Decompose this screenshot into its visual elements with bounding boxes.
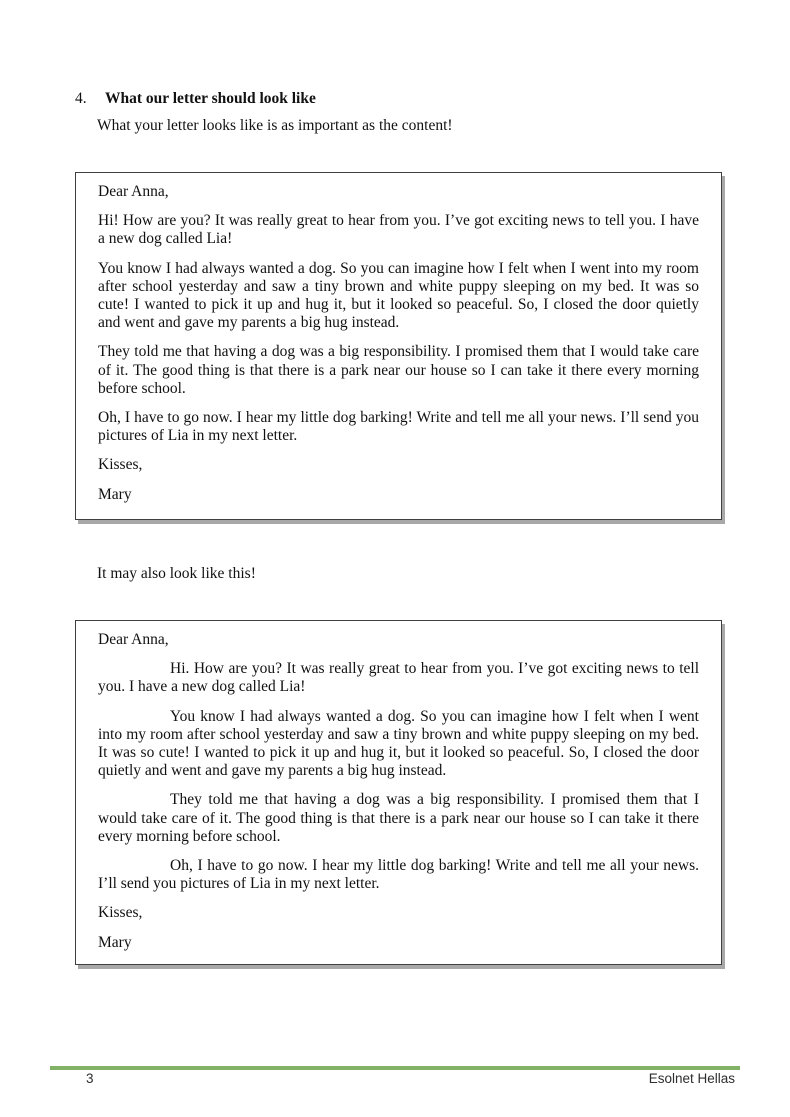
footer-brand: Esolnet Hellas [648, 1071, 735, 1086]
letter2-closing: Kisses, [98, 904, 143, 922]
letter1-paragraph: Hi! How are you? It was really great to hear from you. I’ve got exciting news to tell you. I have a new dog called Lia! [98, 212, 699, 248]
letter2-signature: Mary [98, 933, 132, 951]
section-heading [75, 90, 316, 108]
intro-text: What your letter looks like is as important as the content! [97, 117, 453, 134]
letter2-salutation: Dear Anna, [98, 631, 169, 648]
letter1-paragraph: You know I had always wanted a dog. So you can imagine how I felt when I went into my room after school yesterday and saw a tiny brown and white puppy sleeping on my bed. It was so cute! I wanted to pick it up and hug it, but it looked so peaceful. So, I closed the door quietly and went and gave my parents a big hug instead. [98, 259, 699, 332]
letter2-paragraph: Oh, I have to go now. I hear my little dog barking! Write and tell me all your news. I’ll send you pictures of Lia in my next letter. [98, 857, 699, 893]
letter2-paragraph: You know I had always wanted a dog. So you can imagine how I felt when I went into my room after school yesterday and saw a tiny brown and white puppy sleeping on my bed. It was so cute! I wanted to pick it up and hug it, but it looked so peaceful. So, I closed the door quietly and went and gave my parents a big hug instead. [98, 707, 699, 780]
letter2-paragraph: They told me that having a dog was a big responsibility. I promised them that I would take care of it. The good thing is that there is a park near our house so I can take it there every morning before school. [98, 791, 699, 845]
footer-divider [50, 1066, 740, 1070]
letter1-paragraph: They told me that having a dog was a big responsibility. I promised them that I would take care of it. The good thing is that there is a park near our house so I can take it there every morning before school. [98, 343, 699, 397]
letter-example-block-style [75, 172, 722, 520]
letter-example-indented-style [75, 620, 722, 965]
letter1-paragraph: Oh, I have to go now. I hear my little dog barking! Write and tell me all your news. I’ll send you pictures of Lia in my next letter. [98, 409, 699, 445]
letter1-salutation: Dear Anna, [98, 183, 169, 200]
page-number: 3 [86, 1071, 94, 1086]
section-title: What our letter should look like [105, 90, 316, 107]
section-number: 4. [75, 90, 87, 107]
letter2-paragraph: Hi. How are you? It was really great to hear from you. I’ve got exciting news to tell you. I have a new dog called Lia! [98, 660, 699, 696]
between-text: It may also look like this! [97, 565, 256, 582]
letter1-signature: Mary [98, 485, 132, 503]
letter1-closing: Kisses, [98, 456, 143, 474]
